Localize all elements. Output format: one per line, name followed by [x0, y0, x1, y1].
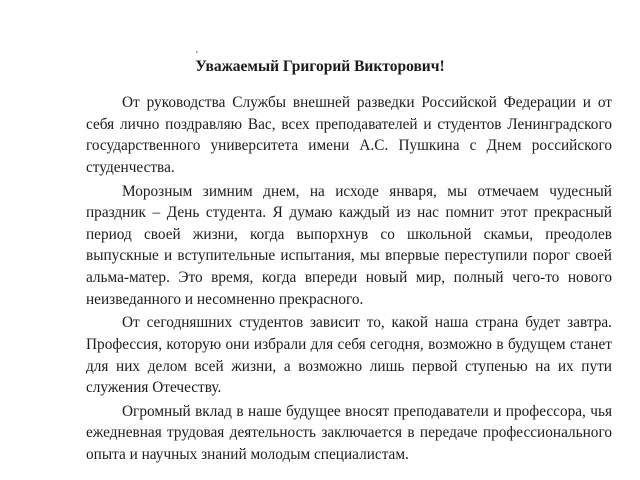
- letter-greeting: Уважаемый Григорий Викторович!: [195, 58, 445, 75]
- paragraph-teachers: Огромный вклад в наше будущее вносят преподаватели и профессора, чья ежедневная трудовая деятельность заключается в передаче профессионального опыта и научных знаний молодым специалистам.: [86, 402, 612, 464]
- letter-body: [86, 92, 612, 466]
- scan-mark: ': [196, 50, 198, 61]
- paragraph-congratulation: От руководства Службы внешней разведки Российской Федерации и от себя лично поздравляю Вас, всех преподавателей и студентов Ленинградского государственного университета имени А.С. Пушкина с Днем российского студенчества.: [86, 94, 612, 176]
- paragraph-student-day: Морозным зимним днем, на исходе января, мы отмечаем чудесный праздник – День студента. Я думаю каждый из нас помнит этот прекрасный период своей жизни, когда выпорхнув со школьной скамьи, преодолев выпускные и вступительные испытания, мы впервые переступили порог своей альма-матер. Это время, когда впереди новый мир, полный чего-то нового неизведанного и несомненно прекрасного.: [86, 182, 612, 308]
- paragraph-future: От сегодняшних студентов зависит то, какой наша страна будет завтра. Профессия, которую они избрали для себя сегодня, возможно в будущем станет для них делом всей жизни, а возможно лишь первой ступенью на их пути служения Отечеству.: [86, 314, 612, 397]
